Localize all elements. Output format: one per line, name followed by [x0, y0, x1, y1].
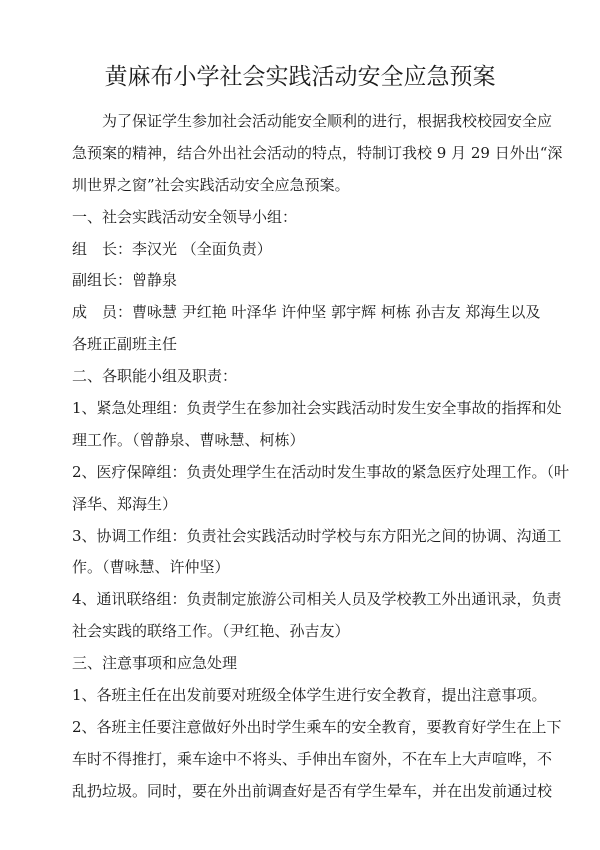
notice-item: 1、各班主任在出发前要对班级全体学生进行安全教育，提出注意事项。 — [72, 686, 547, 705]
deputy-leader-line: 副组长：曾静泉 — [72, 271, 178, 290]
leader-line: 组 长：李汉光 （全面负责） — [72, 239, 272, 258]
duty-item: 泽华、郑海生） — [72, 494, 178, 513]
duty-item: 2、医疗保障组：负责处理学生在活动时发生事故的紧急医疗处理工作。（叶 — [72, 462, 570, 481]
document-title: 黄麻布小学社会实践活动安全应急预案 — [104, 64, 496, 90]
duty-item: 理工作。（曾静泉、曹咏慧、柯栋） — [72, 430, 305, 449]
intro-line: 圳世界之窗”社会实践活动安全应急预案。 — [72, 175, 350, 194]
notice-item: 车时不得推打，乘车途中不将头、手伸出车窗外，不在车上大声喧哗，不 — [72, 749, 553, 768]
duty-item: 1、紧急处理组：负责学生在参加社会实践活动时发生安全事故的指挥和处 — [72, 399, 562, 418]
intro-line: 急预案的精神，结合外出社会活动的特点，特制订我校 9 月 29 日外出“深 — [72, 143, 563, 162]
members-line: 成 员：曹咏慧 尹红艳 叶泽华 许仲坚 郭宇辉 柯栋 孙吉友 郑海生以及 — [72, 303, 541, 322]
members-line: 各班正副班主任 — [72, 335, 178, 354]
section-heading: 三、注意事项和应急处理 — [72, 654, 238, 673]
notice-item: 乱扔垃圾。同时，要在外出前调查好是否有学生晕车，并在出发前通过校 — [72, 781, 553, 800]
section-heading: 二、各职能小组及职责： — [72, 367, 238, 386]
duty-item: 作。（曹咏慧、许仲坚） — [72, 558, 230, 577]
notice-item: 2、各班主任要注意做好外出时学生乘车的安全教育，要教育好学生在上下 — [72, 717, 562, 736]
document-body — [72, 106, 572, 808]
duty-item: 4、通讯联络组：负责制定旅游公司相关人员及学校教工外出通讯录，负责 — [72, 590, 562, 609]
section-heading: 一、社会实践活动安全领导小组： — [72, 207, 298, 226]
duty-item: 社会实践的联络工作。（尹红艳、孙吉友） — [72, 622, 350, 641]
intro-line: 为了保证学生参加社会活动能安全顺利的进行，根据我校校园安全应 — [102, 112, 553, 130]
duty-item: 3、协调工作组：负责社会实践活动时学校与东方阳光之间的协调、沟通工 — [72, 526, 562, 545]
